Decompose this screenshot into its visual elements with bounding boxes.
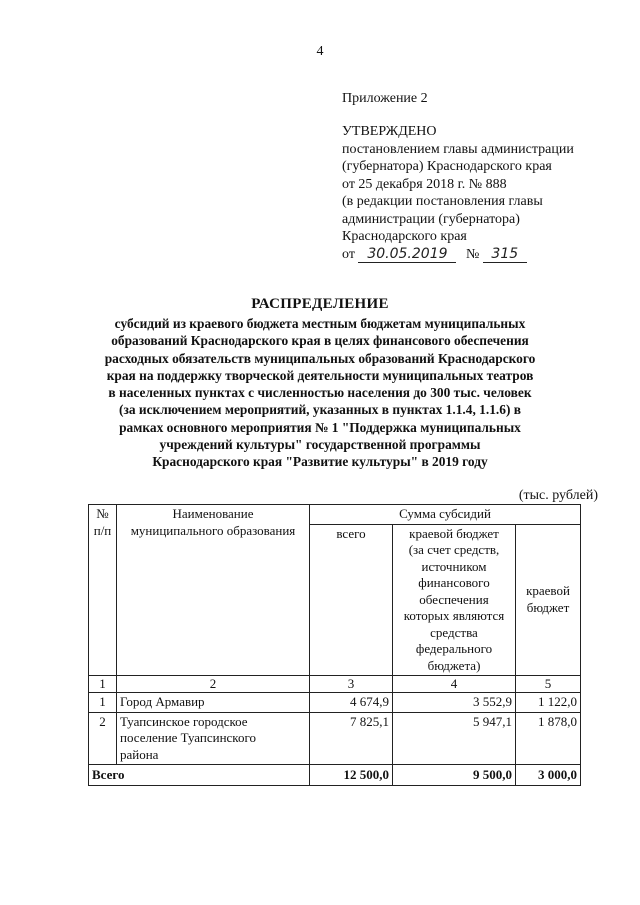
number-label: № (465, 246, 480, 262)
header-line: обеспечения (419, 591, 489, 607)
title-main: РАСПРЕДЕЛЕНИЕ (251, 296, 389, 312)
approved-title: УТВЕРЖДЕНО (342, 124, 437, 139)
title-line: расходных обязательств муниципальных образований Краснодарского (104, 350, 536, 366)
header-name-line: муниципального образования (130, 522, 296, 538)
column-number: 4 (393, 676, 516, 693)
header-sum-group: Сумма субсидий (310, 505, 581, 525)
header-line: бюджет (526, 599, 570, 615)
header-line: которых являются (403, 608, 505, 623)
page-number: 4 (316, 44, 324, 59)
row-total: 4 674,9 (310, 693, 393, 713)
header-total: всего (310, 524, 393, 676)
row-name (117, 693, 310, 713)
column-number: 2 (117, 676, 310, 693)
document-title (70, 296, 570, 471)
header-num-line: № (96, 506, 109, 521)
table-header-row (89, 505, 581, 525)
header-line: финансового (418, 575, 490, 590)
header-line: краевой бюджет (409, 525, 499, 541)
approved-line: (губернатора) Краснодарского края (342, 159, 552, 174)
approved-line: постановлением главы администрации (342, 141, 574, 157)
total-regional: 3 000,0 (516, 765, 581, 786)
header-line: федерального (415, 641, 493, 656)
total-sum: 12 500,0 (310, 765, 393, 786)
distribution-table (88, 504, 581, 786)
total-regional-federal: 9 500,0 (393, 765, 516, 786)
header-name-line: Наименование (172, 506, 254, 521)
units-label: (тыс. рублей) (518, 488, 598, 503)
title-line: рамках основного мероприятия № 1 "Поддержка муниципальных (119, 419, 521, 435)
row-regional-federal: 5 947,1 (393, 712, 516, 765)
title-line: учреждений культуры" государственной программы (159, 437, 481, 453)
approved-line: Краснодарского края (342, 229, 467, 244)
column-number: 3 (310, 676, 393, 693)
approval-block (342, 123, 574, 263)
row-regional-federal: 3 552,9 (393, 693, 516, 713)
approved-line: от 25 декабря 2018 г. № 888 (342, 176, 507, 192)
row-total: 7 825,1 (310, 712, 393, 765)
header-line: источником (421, 558, 487, 574)
row-name (117, 712, 310, 765)
total-label: Всего (89, 765, 310, 786)
header-regional (516, 524, 581, 676)
table-row (89, 693, 581, 713)
title-line: в населенных пунктах с численностью населения до 300 тыс. человек (108, 385, 532, 401)
row-name-line: района (120, 746, 159, 762)
approved-line: администрации (губернатора) (342, 211, 520, 227)
row-name-line: Туапсинское городское (120, 713, 248, 729)
title-line: субсидий из краевого бюджета местным бюджетам муниципальных (114, 316, 526, 331)
column-number: 1 (89, 676, 117, 693)
title-body (70, 315, 570, 471)
header-line: бюджета) (427, 657, 481, 673)
column-number-row (89, 676, 581, 693)
column-number: 5 (516, 676, 581, 693)
table-row (89, 712, 581, 765)
header-line: (за счет средств, (408, 542, 500, 557)
row-num: 2 (89, 712, 117, 765)
header-name (117, 505, 310, 676)
row-regional: 1 122,0 (516, 693, 581, 713)
handwritten-date: 30.05.2019 (358, 247, 456, 263)
header-num (89, 505, 117, 676)
row-regional: 1 878,0 (516, 712, 581, 765)
header-line: средства (430, 624, 478, 640)
header-regional-federal (393, 524, 516, 676)
row-name-line: поселение Туапсинского (120, 730, 256, 745)
title-line: края на поддержку творческой деятельности муниципальных театров (106, 367, 534, 383)
amendment-date-line (342, 246, 574, 264)
from-label: от (342, 246, 355, 262)
approved-line: (в редакции постановления главы (342, 194, 543, 209)
title-line: образований Краснодарского края в целях финансового обеспечения (111, 333, 529, 349)
row-num: 1 (89, 693, 117, 713)
header-num-line: п/п (93, 522, 112, 538)
header-line: краевой (526, 583, 570, 599)
title-line: (за исключением мероприятий, указанных в пунктах 1.1.4, 1.1.6) в (119, 402, 521, 418)
title-line: Краснодарского края "Развитие культуры" в 2019 году (152, 454, 488, 470)
total-row (89, 765, 581, 786)
handwritten-number: 315 (483, 247, 527, 263)
row-name-line: Город Армавир (120, 694, 205, 709)
appendix-label: Приложение 2 (342, 91, 428, 106)
